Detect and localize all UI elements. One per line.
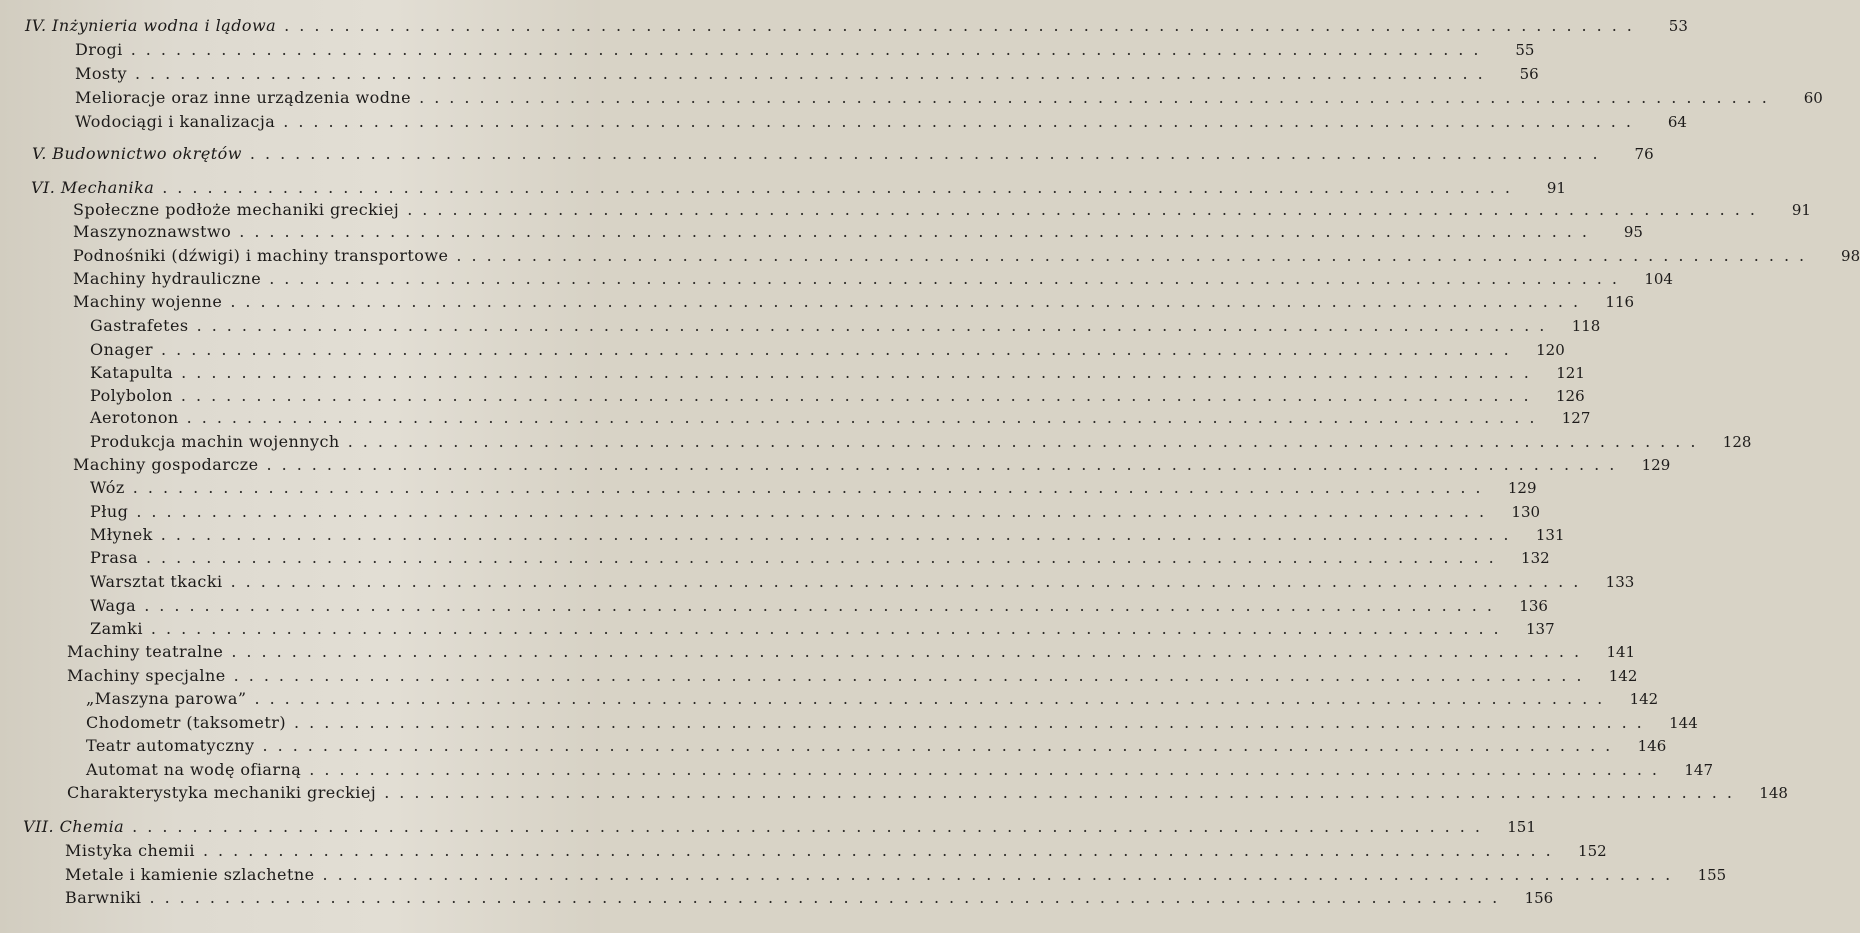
toc-label: Machiny wojenne	[73, 292, 223, 311]
toc-subsection	[90, 617, 1555, 639]
toc-page-number: 142	[1608, 667, 1638, 685]
toc-label: Metale i kamienie szlachetne	[65, 865, 315, 884]
toc-subsection	[86, 734, 1667, 756]
toc-label: Wodociągi i kanalizacja	[75, 112, 276, 131]
toc-page-number: 146	[1637, 737, 1667, 755]
toc-page-number: 151	[1507, 818, 1536, 836]
dot-leader: ..........................................................................................	[283, 112, 1641, 131]
toc-section	[65, 863, 1727, 885]
toc-page-number: 91	[1546, 179, 1566, 197]
toc-subsection	[90, 476, 1537, 498]
dot-leader: ..........................................................................................	[322, 865, 1681, 884]
toc-label: Machiny specjalne	[67, 666, 226, 685]
dot-leader: ..........................................................................................	[309, 760, 1667, 779]
dot-leader: ..........................................................................................	[419, 88, 1777, 107]
toc-page-number: 130	[1511, 503, 1541, 521]
toc-page-number: 129	[1641, 456, 1671, 474]
toc-subsection	[90, 570, 1635, 592]
toc-page-number: 127	[1561, 409, 1591, 427]
dot-leader: ..........................................................................................	[269, 269, 1627, 288]
toc-subsection	[90, 314, 1601, 336]
dot-leader: ..........................................................................................	[456, 246, 1815, 265]
toc-subsection	[90, 594, 1548, 616]
dot-leader: ..........................................................................................	[347, 432, 1706, 451]
dot-leader: ..........................................................................................	[130, 40, 1489, 59]
toc-page-number: 56	[1519, 65, 1539, 83]
dot-leader: ..........................................................................................	[231, 642, 1590, 661]
toc-subsection	[90, 384, 1585, 406]
dot-leader: ..........................................................................................	[186, 408, 1545, 427]
dot-leader: ..........................................................................................	[132, 817, 1490, 836]
toc-page-number: 64	[1667, 113, 1687, 131]
dot-leader: ..........................................................................................	[262, 736, 1621, 755]
toc-label: Pług	[90, 502, 129, 521]
toc-section	[75, 110, 1687, 132]
dot-leader: ..........................................................................................	[254, 689, 1613, 708]
toc-page-number: 76	[1634, 145, 1654, 163]
toc-section	[75, 62, 1539, 84]
dot-leader: ..........................................................................................	[160, 525, 1519, 544]
toc-page-number: 129	[1507, 479, 1537, 497]
toc-section	[67, 664, 1638, 686]
toc-section	[73, 244, 1860, 266]
toc-section	[73, 290, 1635, 312]
toc-label: Warsztat tkacki	[90, 572, 223, 591]
toc-label: IV. Inżynieria wodna i lądowa	[25, 16, 277, 35]
toc-label: Melioracje oraz inne urządzenia wodne	[75, 88, 412, 107]
dot-leader: ..........................................................................................	[202, 841, 1561, 860]
toc-label: Wóz	[90, 478, 125, 497]
dot-leader: ..........................................................................................	[294, 713, 1652, 732]
dot-leader: ..........................................................................................	[144, 596, 1502, 615]
toc-page-number: 141	[1606, 643, 1636, 661]
toc-subsection	[90, 546, 1550, 568]
toc-page-number: 126	[1555, 387, 1585, 405]
toc-label: „Maszyna parowa”	[86, 689, 247, 708]
toc-page-number: 116	[1605, 293, 1635, 311]
toc-subsection	[90, 430, 1752, 452]
toc-page-number: 53	[1668, 17, 1688, 35]
dot-leader: ..........................................................................................	[233, 666, 1592, 685]
dot-leader: ..........................................................................................	[230, 292, 1589, 311]
dot-leader: ..........................................................................................	[407, 200, 1765, 219]
toc-page-number: 137	[1525, 620, 1555, 638]
toc-label: Zamki	[90, 619, 143, 638]
toc-chapter	[32, 142, 1654, 164]
toc-page-number: 144	[1669, 714, 1698, 732]
toc-page-number: 55	[1515, 41, 1535, 59]
toc-page-number: 104	[1644, 270, 1673, 288]
toc-label: Mosty	[75, 64, 127, 83]
dot-leader: ..........................................................................................	[266, 455, 1625, 474]
dot-leader: ..........................................................................................	[284, 16, 1642, 35]
toc-page-number: 148	[1759, 784, 1788, 802]
dot-leader: ..........................................................................................	[161, 340, 1519, 359]
toc-page-number: 128	[1722, 433, 1752, 451]
dot-leader: ..........................................................................................	[384, 783, 1742, 802]
toc-label: Młynek	[90, 525, 153, 544]
dot-leader: ..........................................................................................	[230, 572, 1589, 591]
toc-page-number: 152	[1578, 842, 1607, 860]
toc-page-number: 133	[1605, 573, 1635, 591]
toc-chapter	[25, 14, 1688, 36]
toc-page-number: 136	[1519, 597, 1548, 615]
toc-section	[73, 198, 1811, 220]
toc-label: Machiny teatralne	[67, 642, 224, 661]
toc-section	[73, 220, 1643, 242]
toc-label: Polybolon	[90, 386, 173, 405]
dot-leader: ..........................................................................................	[162, 178, 1520, 197]
toc-subsection	[86, 711, 1698, 733]
toc-label: Onager	[90, 340, 154, 359]
toc-page-number: 147	[1684, 761, 1713, 779]
toc-page-number: 155	[1697, 866, 1727, 884]
toc-label: Teatr automatyczny	[86, 736, 255, 755]
toc-subsection	[90, 523, 1565, 545]
toc-page-number: 132	[1521, 549, 1550, 567]
toc-subsection	[90, 338, 1565, 360]
toc-label: V. Budownictwo okrętów	[32, 144, 242, 163]
toc-label: Podnośniki (dźwigi) i machiny transportowe	[73, 246, 449, 265]
toc-page-number: 60	[1803, 89, 1823, 107]
dot-leader: ..........................................................................................	[239, 222, 1597, 241]
toc-label: Waga	[90, 596, 137, 615]
toc-section	[67, 640, 1636, 662]
toc-subsection	[86, 687, 1659, 709]
toc-subsection	[90, 361, 1585, 383]
toc-label: Machiny hydrauliczne	[73, 269, 262, 288]
toc-chapter	[31, 176, 1566, 198]
dot-leader: ..........................................................................................	[196, 316, 1555, 335]
dot-leader: ..........................................................................................	[149, 888, 1508, 907]
toc-page-number: 98	[1841, 247, 1860, 265]
toc-label: VII. Chemia	[23, 817, 125, 836]
toc-section	[73, 267, 1673, 289]
toc-chapter	[23, 815, 1536, 837]
toc-label: Prasa	[90, 548, 138, 567]
toc-section	[67, 781, 1788, 803]
toc-label: Drogi	[75, 40, 123, 59]
toc-section	[65, 839, 1607, 861]
toc-label: Produkcja machin wojennych	[90, 432, 340, 451]
toc-label: Społeczne podłoże mechaniki greckiej	[73, 200, 400, 219]
toc-page-number: 142	[1629, 690, 1659, 708]
toc-section	[73, 453, 1671, 475]
toc-subsection	[86, 758, 1713, 780]
toc-page-number: 95	[1623, 223, 1643, 241]
dot-leader: ..........................................................................................	[150, 619, 1509, 638]
toc-label: Aerotonon	[90, 408, 179, 427]
dot-leader: ..........................................................................................	[180, 386, 1539, 405]
toc-label: Automat na wodę ofiarną	[86, 760, 302, 779]
dot-leader: ..........................................................................................	[136, 502, 1495, 521]
toc-page-number: 91	[1791, 201, 1811, 219]
toc-section	[75, 86, 1823, 108]
toc-label: Mistyka chemii	[65, 841, 195, 860]
toc-label: Machiny gospodarcze	[73, 455, 259, 474]
dot-leader: ..........................................................................................	[145, 548, 1504, 567]
toc-section	[75, 38, 1535, 60]
toc-label: Barwniki	[65, 888, 142, 907]
toc-page-number: 121	[1556, 364, 1585, 382]
dot-leader: ..........................................................................................	[134, 64, 1493, 83]
toc-page-number: 156	[1524, 889, 1554, 907]
dot-leader: ..........................................................................................	[249, 144, 1608, 163]
dot-leader: ..........................................................................................	[181, 363, 1539, 382]
toc-page-number: 120	[1536, 341, 1565, 359]
toc-label: Katapulta	[90, 363, 174, 382]
toc-label: Maszynoznawstwo	[73, 222, 232, 241]
toc-page-number: 131	[1535, 526, 1565, 544]
toc-section	[65, 886, 1554, 908]
toc-label: Chodometr (taksometr)	[86, 713, 287, 732]
toc-label: VI. Mechanika	[31, 178, 155, 197]
toc-label: Charakterystyka mechaniki greckiej	[67, 783, 377, 802]
dot-leader: ..........................................................................................	[132, 478, 1491, 497]
toc-subsection	[90, 500, 1541, 522]
toc-page-number: 118	[1571, 317, 1601, 335]
toc-subsection	[90, 406, 1591, 428]
toc-label: Gastrafetes	[90, 316, 189, 335]
